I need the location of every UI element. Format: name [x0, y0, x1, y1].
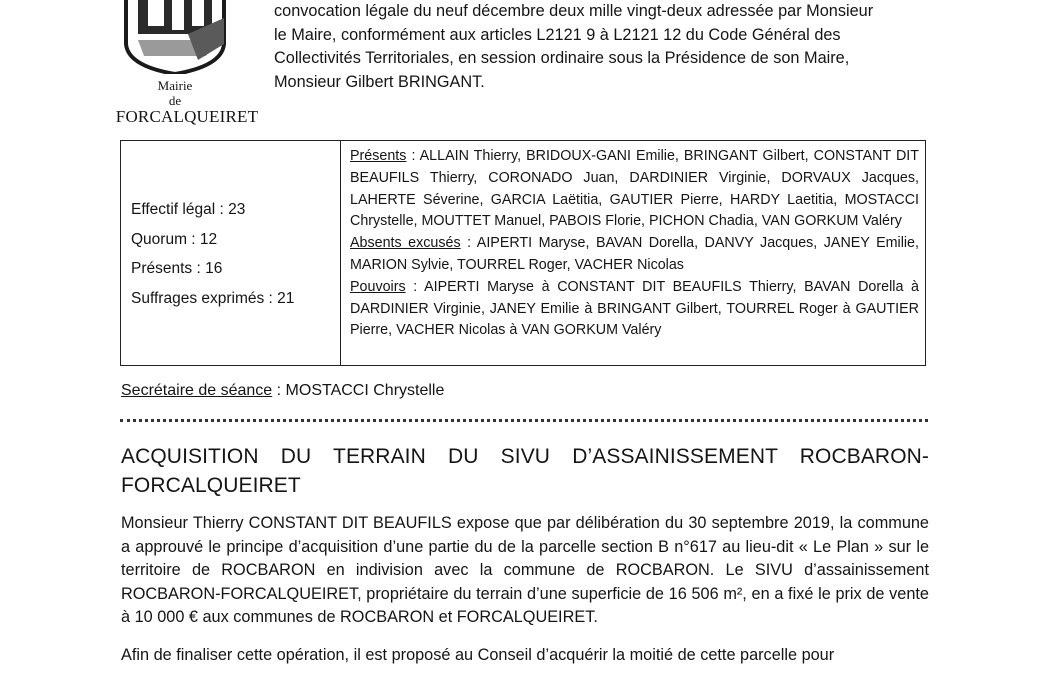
intro-line: le Maire, conformément aux articles L2121 9 à L2121 12 du Code Général des	[274, 25, 841, 44]
presents-count: Présents : 16	[131, 260, 223, 277]
crest-logo	[118, 0, 232, 74]
mairie-label: Mairie	[157, 78, 193, 93]
absents-label: Absents excusés	[350, 235, 461, 252]
pouvoirs-paragraph	[350, 277, 919, 342]
body-paragraph-1: Monsieur Thierry CONSTANT DIT BEAUFILS expose que par délibération du 30 septembre 2019, la commune a approuvé le principe d’acquisition d’une partie du de la parcelle section B n°617 au lieu-dit « Le Plan » sur le territoire de ROCBARON en indivision avec la commune de ROCBARON. Le SIVU d’assainissement ROCBARON-FORCALQUEIRET, propriétaire du terrain d’une superficie de 16 506 m², en a fixé le prix de vente à 10 000 € aux communes de ROCBARON et FORCALQUEIRET.	[121, 514, 929, 627]
pouvoirs-list: : AIPERTI Maryse à CONSTANT DIT BEAUFILS Thierry, BAVAN Dorella à DARDINIER Virginie, JANEY Emilie à BRINGANT Gilbert, TOURREL Roger à GAUTIER Pierre, VACHER Nicolas à VAN GORKUM Valéry	[350, 278, 919, 339]
attendance-table	[120, 140, 926, 366]
absents-list: : AIPERTI Maryse, BAVAN Dorella, DANVY Jacques, JANEY Emilie, MARION Sylvie, TOURREL Roger, VACHER Nicolas	[350, 235, 919, 273]
effectif-legal: Effectif légal : 23	[131, 201, 246, 218]
presents-list: : ALLAIN Thierry, BRIDOUX-GANI Emilie, BRINGANT Gilbert, CONSTANT DIT BEAUFILS Thierry, CORONADO Juan, DARDINIER Virginie, DORVAUX Jacques, LAHERTE Séverine, GARCIA Laëtitia, GAUTIER Pierre, HARDY Laetitia, MOSTACCI Chrystelle, MOUTTET Manuel, PABOIS Florie, PICHON Chadia, VAN GORKUM Valéry	[350, 148, 919, 230]
presents-label: Présents	[350, 148, 407, 164]
de-label: de	[168, 93, 182, 108]
mairie-label-block	[110, 78, 240, 108]
quorum-cell	[121, 141, 341, 365]
secretaire-line	[121, 380, 444, 402]
quorum-value: Quorum : 12	[131, 230, 218, 248]
dotted-separator	[120, 419, 928, 422]
attendance-cell	[341, 141, 925, 365]
suffrages-exprimes: Suffrages exprimés : 21	[131, 289, 295, 307]
section-title: ACQUISITION DU TERRAIN DU SIVU D’ASSAINISSEMENT ROCBARON-FORCALQUEIRET	[121, 445, 929, 497]
absents-paragraph	[350, 233, 919, 277]
intro-line: Collectivités Territoriales, en session ordinaire sous la Présidence de son Maire,	[274, 49, 850, 67]
presents-paragraph	[350, 146, 919, 233]
intro-line: Monsieur Gilbert BRINGANT.	[274, 72, 485, 91]
commune-name: FORCALQUEIRET	[115, 107, 259, 126]
secretaire-label: Secrétaire de séance	[121, 382, 273, 399]
intro-paragraph	[274, 0, 930, 94]
intro-line: convocation légale du neuf décembre deux mille vingt-deux adressée par Monsieur	[274, 2, 874, 20]
body-paragraph-2: Afin de finaliser cette opération, il est proposé au Conseil d’acquérir la moitié de cette parcelle pour	[121, 646, 835, 664]
secretaire-value: : MOSTACCI Chrystelle	[272, 382, 445, 399]
pouvoirs-label: Pouvoirs	[350, 278, 406, 295]
